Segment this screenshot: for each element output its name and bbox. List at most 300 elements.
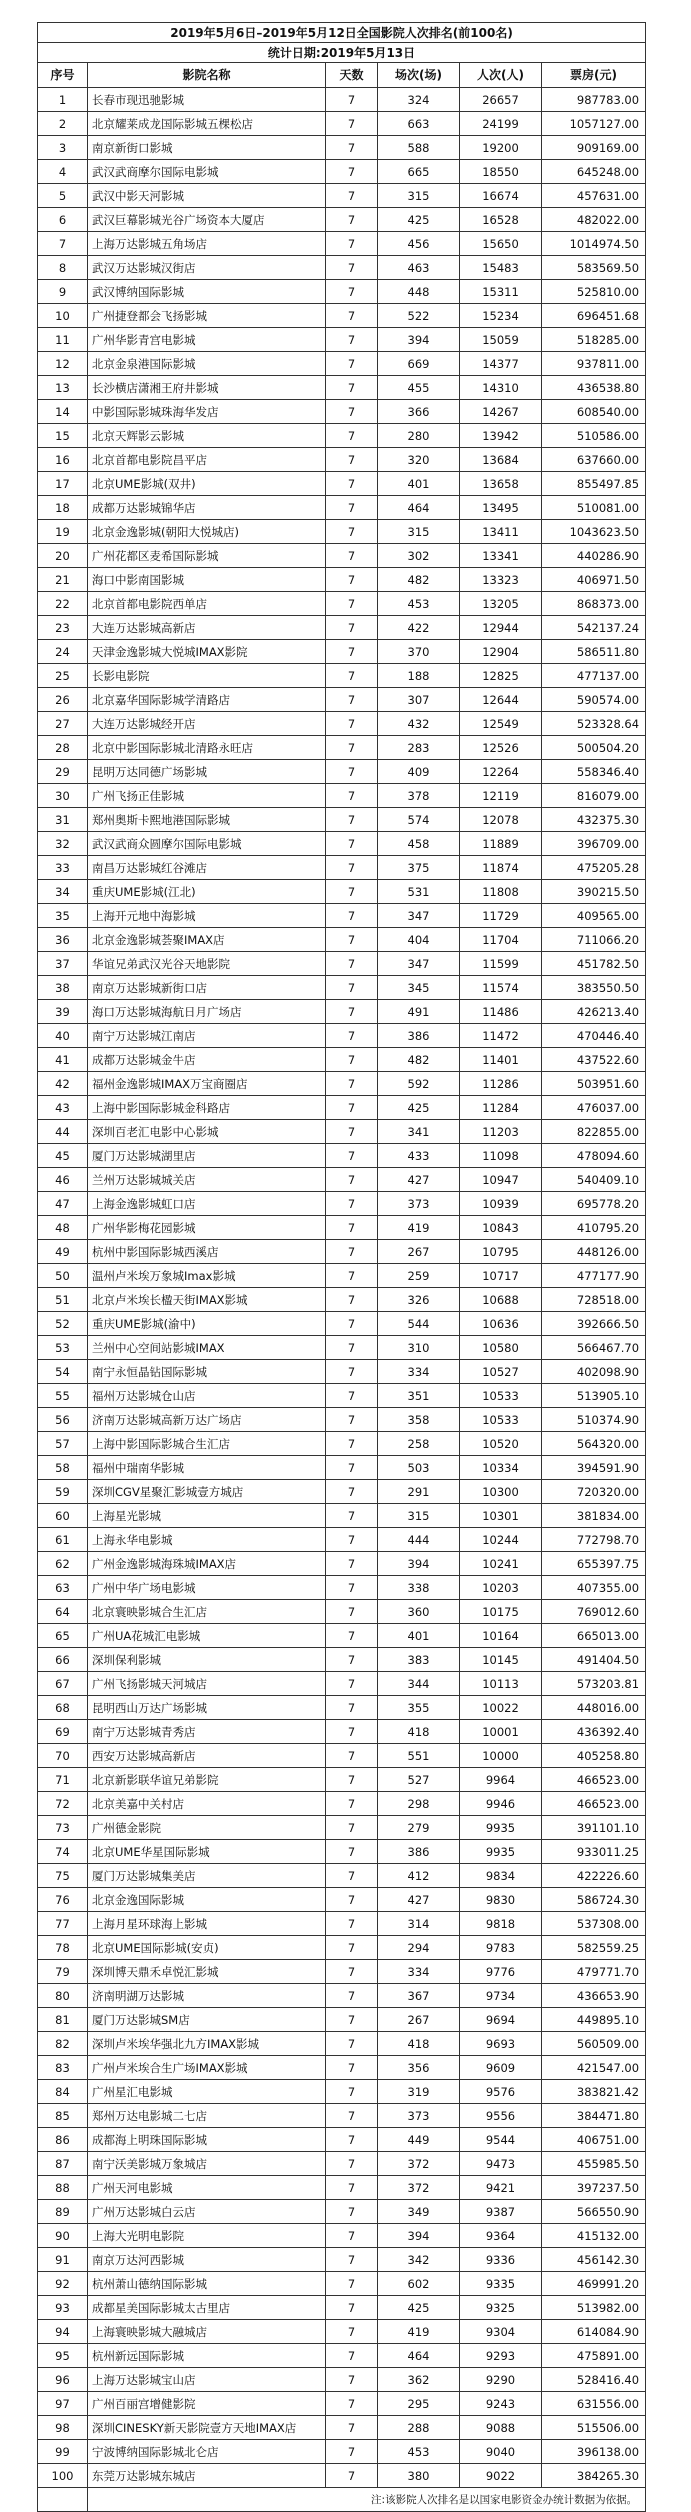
cell-box-office: 816079.00 [542, 784, 646, 808]
cell-box-office: 456142.30 [542, 2248, 646, 2272]
cell-admissions: 13942 [460, 424, 542, 448]
cell-shows: 455 [378, 376, 460, 400]
cell-cinema-name: 广州百丽宫增健影院 [88, 2392, 326, 2416]
cell-admissions: 13684 [460, 448, 542, 472]
table-row [38, 1552, 646, 1576]
cell-admissions: 11704 [460, 928, 542, 952]
cell-cinema-name: 厦门万达影城湖里店 [88, 1144, 326, 1168]
cell-rank: 43 [38, 1096, 88, 1120]
cell-shows: 370 [378, 640, 460, 664]
cell-cinema-name: 北京耀莱成龙国际影城五棵松店 [88, 112, 326, 136]
table-row [38, 904, 646, 928]
table-row [38, 496, 646, 520]
cell-cinema-name: 成都万达影城金牛店 [88, 1048, 326, 1072]
cell-rank: 95 [38, 2344, 88, 2368]
note-row [38, 2488, 646, 2512]
cell-shows: 458 [378, 832, 460, 856]
cell-box-office: 573203.81 [542, 1672, 646, 1696]
cell-rank: 56 [38, 1408, 88, 1432]
cell-admissions: 9336 [460, 2248, 542, 2272]
cell-cinema-name: 北京UME华星国际影城 [88, 1840, 326, 1864]
cell-admissions: 11808 [460, 880, 542, 904]
table-row [38, 1984, 646, 2008]
cell-shows: 503 [378, 1456, 460, 1480]
cell-rank: 12 [38, 352, 88, 376]
cell-shows: 588 [378, 136, 460, 160]
table-row [38, 880, 646, 904]
table-row [38, 184, 646, 208]
cell-admissions: 13323 [460, 568, 542, 592]
cell-rank: 85 [38, 2104, 88, 2128]
cell-cinema-name: 郑州万达电影城二七店 [88, 2104, 326, 2128]
cell-cinema-name: 上海万达影城五角场店 [88, 232, 326, 256]
table-row [38, 664, 646, 688]
cell-box-office: 542137.24 [542, 616, 646, 640]
cell-box-office: 608540.00 [542, 400, 646, 424]
cell-rank: 5 [38, 184, 88, 208]
cell-admissions: 9335 [460, 2272, 542, 2296]
cell-rank: 1 [38, 88, 88, 112]
cell-days: 7 [326, 952, 378, 976]
cell-rank: 40 [38, 1024, 88, 1048]
cell-box-office: 515506.00 [542, 2416, 646, 2440]
cell-admissions: 9818 [460, 1912, 542, 1936]
cell-admissions: 9964 [460, 1768, 542, 1792]
cell-rank: 66 [38, 1648, 88, 1672]
cell-days: 7 [326, 1528, 378, 1552]
cell-cinema-name: 武汉中影天河影城 [88, 184, 326, 208]
cell-days: 7 [326, 2416, 378, 2440]
title-row [38, 23, 646, 43]
cell-days: 7 [326, 1096, 378, 1120]
cell-box-office: 466523.00 [542, 1768, 646, 1792]
cell-days: 7 [326, 1360, 378, 1384]
cell-cinema-name: 大连万达影城高新店 [88, 616, 326, 640]
cell-box-office: 477137.00 [542, 664, 646, 688]
cell-rank: 55 [38, 1384, 88, 1408]
cell-box-office: 909169.00 [542, 136, 646, 160]
cell-admissions: 10795 [460, 1240, 542, 1264]
cell-admissions: 13205 [460, 592, 542, 616]
cell-box-office: 583569.50 [542, 256, 646, 280]
cell-shows: 401 [378, 472, 460, 496]
cell-rank: 84 [38, 2080, 88, 2104]
cell-shows: 375 [378, 856, 460, 880]
cell-cinema-name: 济南万达影城高新万达广场店 [88, 1408, 326, 1432]
cell-days: 7 [326, 1312, 378, 1336]
cell-admissions: 10001 [460, 1720, 542, 1744]
cell-cinema-name: 上海万达影城宝山店 [88, 2368, 326, 2392]
cell-shows: 307 [378, 688, 460, 712]
cell-shows: 669 [378, 352, 460, 376]
cell-cinema-name: 长影电影院 [88, 664, 326, 688]
table-row [38, 352, 646, 376]
cell-days: 7 [326, 400, 378, 424]
cell-cinema-name: 北京金逸影城荟聚IMAX店 [88, 928, 326, 952]
cell-rank: 41 [38, 1048, 88, 1072]
cell-box-office: 500504.20 [542, 736, 646, 760]
cell-days: 7 [326, 1024, 378, 1048]
cell-cinema-name: 北京天辉影云影城 [88, 424, 326, 448]
footnote: 注:该影院人次排名是以国家电影资金办统计数据为依据。 [88, 2488, 646, 2512]
table-row [38, 1960, 646, 1984]
cell-shows: 482 [378, 568, 460, 592]
cell-cinema-name: 厦门万达影城集美店 [88, 1864, 326, 1888]
cell-admissions: 14310 [460, 376, 542, 400]
cell-box-office: 384471.80 [542, 2104, 646, 2128]
cell-admissions: 11599 [460, 952, 542, 976]
cell-box-office: 645248.00 [542, 160, 646, 184]
cell-shows: 310 [378, 1336, 460, 1360]
cell-rank: 87 [38, 2152, 88, 2176]
cell-cinema-name: 上海中影国际影城金科路店 [88, 1096, 326, 1120]
cell-rank: 39 [38, 1000, 88, 1024]
cell-shows: 394 [378, 328, 460, 352]
cell-admissions: 16528 [460, 208, 542, 232]
cell-box-office: 586724.30 [542, 1888, 646, 1912]
cell-cinema-name: 北京嘉华国际影城学清路店 [88, 688, 326, 712]
cell-days: 7 [326, 1912, 378, 1936]
cell-admissions: 12644 [460, 688, 542, 712]
cell-cinema-name: 深圳保利影城 [88, 1648, 326, 1672]
cell-rank: 27 [38, 712, 88, 736]
cell-admissions: 9290 [460, 2368, 542, 2392]
cell-shows: 367 [378, 1984, 460, 2008]
cell-admissions: 24199 [460, 112, 542, 136]
cell-shows: 422 [378, 616, 460, 640]
cell-days: 7 [326, 88, 378, 112]
cell-rank: 18 [38, 496, 88, 520]
cell-shows: 491 [378, 1000, 460, 1024]
cell-cinema-name: 福州中瑞南华影城 [88, 1456, 326, 1480]
cell-rank: 98 [38, 2416, 88, 2440]
cell-cinema-name: 北京首都电影院昌平店 [88, 448, 326, 472]
table-row [38, 1288, 646, 1312]
cell-box-office: 455985.50 [542, 2152, 646, 2176]
cell-admissions: 9783 [460, 1936, 542, 1960]
cell-admissions: 10000 [460, 1744, 542, 1768]
cell-shows: 404 [378, 928, 460, 952]
cell-rank: 34 [38, 880, 88, 904]
cell-days: 7 [326, 1696, 378, 1720]
cell-cinema-name: 广州天河电影城 [88, 2176, 326, 2200]
table-row [38, 1168, 646, 1192]
table-row [38, 616, 646, 640]
table-row [38, 688, 646, 712]
cell-box-office: 1043623.50 [542, 520, 646, 544]
cell-cinema-name: 北京UME影城(双井) [88, 472, 326, 496]
cell-cinema-name: 中影国际影城珠海华发店 [88, 400, 326, 424]
table-subtitle: 统计日期:2019年5月13日 [38, 43, 646, 63]
cell-cinema-name: 武汉万达影城汉街店 [88, 256, 326, 280]
cell-rank: 64 [38, 1600, 88, 1624]
cell-box-office: 384265.30 [542, 2464, 646, 2488]
cell-rank: 25 [38, 664, 88, 688]
cell-admissions: 12825 [460, 664, 542, 688]
cell-days: 7 [326, 1120, 378, 1144]
cell-box-office: 475891.00 [542, 2344, 646, 2368]
cell-admissions: 10164 [460, 1624, 542, 1648]
cell-days: 7 [326, 592, 378, 616]
cell-cinema-name: 武汉巨幕影城光谷广场资本大厦店 [88, 208, 326, 232]
table-row [38, 1840, 646, 1864]
cell-admissions: 11203 [460, 1120, 542, 1144]
table-row [38, 976, 646, 1000]
cell-days: 7 [326, 1216, 378, 1240]
cell-rank: 31 [38, 808, 88, 832]
cell-cinema-name: 北京新影联华谊兄弟影院 [88, 1768, 326, 1792]
cell-rank: 91 [38, 2248, 88, 2272]
cell-days: 7 [326, 1936, 378, 1960]
cell-box-office: 695778.20 [542, 1192, 646, 1216]
cell-rank: 58 [38, 1456, 88, 1480]
cell-rank: 63 [38, 1576, 88, 1600]
cell-days: 7 [326, 232, 378, 256]
cell-cinema-name: 广州华影梅花园影城 [88, 1216, 326, 1240]
cell-shows: 418 [378, 2032, 460, 2056]
cell-shows: 283 [378, 736, 460, 760]
cell-admissions: 9609 [460, 2056, 542, 2080]
cell-rank: 76 [38, 1888, 88, 1912]
cell-days: 7 [326, 1456, 378, 1480]
cell-admissions: 9293 [460, 2344, 542, 2368]
table-row [38, 136, 646, 160]
cell-cinema-name: 北京首都电影院西单店 [88, 592, 326, 616]
cell-cinema-name: 厦门万达影城SM店 [88, 2008, 326, 2032]
cell-admissions: 9364 [460, 2224, 542, 2248]
cell-shows: 427 [378, 1888, 460, 1912]
cell-days: 7 [326, 2320, 378, 2344]
cell-days: 7 [326, 664, 378, 688]
cell-box-office: 503951.60 [542, 1072, 646, 1096]
cell-shows: 314 [378, 1912, 460, 1936]
cell-days: 7 [326, 808, 378, 832]
cell-box-office: 537308.00 [542, 1912, 646, 1936]
cell-admissions: 10113 [460, 1672, 542, 1696]
cell-box-office: 457631.00 [542, 184, 646, 208]
cell-shows: 362 [378, 2368, 460, 2392]
table-row [38, 1312, 646, 1336]
cell-admissions: 14267 [460, 400, 542, 424]
cell-box-office: 528416.40 [542, 2368, 646, 2392]
cell-days: 7 [326, 568, 378, 592]
cell-cinema-name: 武汉武商众圆摩尔国际电影城 [88, 832, 326, 856]
cell-box-office: 381834.00 [542, 1504, 646, 1528]
table-row [38, 1744, 646, 1768]
table-row [38, 232, 646, 256]
cell-box-office: 440286.90 [542, 544, 646, 568]
cell-rank: 36 [38, 928, 88, 952]
cell-box-office: 558346.40 [542, 760, 646, 784]
cell-shows: 267 [378, 1240, 460, 1264]
cell-days: 7 [326, 1624, 378, 1648]
cell-rank: 4 [38, 160, 88, 184]
cell-cinema-name: 南昌万达影城红谷滩店 [88, 856, 326, 880]
cell-admissions: 9556 [460, 2104, 542, 2128]
cell-days: 7 [326, 1072, 378, 1096]
cell-shows: 401 [378, 1624, 460, 1648]
cell-days: 7 [326, 2392, 378, 2416]
cell-days: 7 [326, 1720, 378, 1744]
cell-shows: 334 [378, 1960, 460, 1984]
cell-rank: 47 [38, 1192, 88, 1216]
table-row [38, 760, 646, 784]
cell-shows: 574 [378, 808, 460, 832]
cell-shows: 592 [378, 1072, 460, 1096]
cell-rank: 3 [38, 136, 88, 160]
cell-admissions: 15483 [460, 256, 542, 280]
cell-cinema-name: 西安万达影城高新店 [88, 1744, 326, 1768]
cell-box-office: 383550.50 [542, 976, 646, 1000]
cell-box-office: 422226.60 [542, 1864, 646, 1888]
cell-shows: 349 [378, 2200, 460, 2224]
table-row [38, 112, 646, 136]
cell-rank: 10 [38, 304, 88, 328]
cell-shows: 315 [378, 1504, 460, 1528]
cell-cinema-name: 东莞万达影城东城店 [88, 2464, 326, 2488]
cell-days: 7 [326, 736, 378, 760]
cell-rank: 71 [38, 1768, 88, 1792]
cell-days: 7 [326, 856, 378, 880]
cell-shows: 448 [378, 280, 460, 304]
cell-cinema-name: 上海大光明电影院 [88, 2224, 326, 2248]
cell-rank: 83 [38, 2056, 88, 2080]
cell-cinema-name: 成都海上明珠国际影城 [88, 2128, 326, 2152]
cell-admissions: 11874 [460, 856, 542, 880]
cell-rank: 49 [38, 1240, 88, 1264]
table-row [38, 1648, 646, 1672]
cell-admissions: 12119 [460, 784, 542, 808]
cell-days: 7 [326, 1000, 378, 1024]
cell-rank: 8 [38, 256, 88, 280]
table-row [38, 376, 646, 400]
cell-days: 7 [326, 1168, 378, 1192]
cell-cinema-name: 北京金逸国际影城 [88, 1888, 326, 1912]
cell-admissions: 10520 [460, 1432, 542, 1456]
cell-shows: 291 [378, 1480, 460, 1504]
cell-box-office: 476037.00 [542, 1096, 646, 1120]
cell-box-office: 769012.60 [542, 1600, 646, 1624]
cell-admissions: 12944 [460, 616, 542, 640]
cell-rank: 79 [38, 1960, 88, 1984]
cell-box-office: 406971.50 [542, 568, 646, 592]
cell-box-office: 432375.30 [542, 808, 646, 832]
cell-days: 7 [326, 2032, 378, 2056]
cell-days: 7 [326, 1984, 378, 2008]
cell-days: 7 [326, 1768, 378, 1792]
cell-days: 7 [326, 520, 378, 544]
cell-cinema-name: 广州德金影院 [88, 1816, 326, 1840]
cell-admissions: 9935 [460, 1840, 542, 1864]
cell-box-office: 1057127.00 [542, 112, 646, 136]
ranking-sheet [37, 22, 645, 2512]
cell-days: 7 [326, 712, 378, 736]
table-row [38, 2344, 646, 2368]
cell-shows: 380 [378, 2464, 460, 2488]
cell-box-office: 475205.28 [542, 856, 646, 880]
table-row [38, 2176, 646, 2200]
cell-rank: 46 [38, 1168, 88, 1192]
cell-shows: 341 [378, 1120, 460, 1144]
cell-shows: 372 [378, 2152, 460, 2176]
cell-box-office: 479771.70 [542, 1960, 646, 1984]
cell-cinema-name: 广州中华广场电影城 [88, 1576, 326, 1600]
cell-rank: 88 [38, 2176, 88, 2200]
cell-shows: 315 [378, 520, 460, 544]
cell-admissions: 9088 [460, 2416, 542, 2440]
cell-rank: 11 [38, 328, 88, 352]
cell-days: 7 [326, 1552, 378, 1576]
cell-rank: 16 [38, 448, 88, 472]
cell-days: 7 [326, 1744, 378, 1768]
cell-days: 7 [326, 2248, 378, 2272]
cell-shows: 358 [378, 1408, 460, 1432]
cell-cinema-name: 北京中影国际影城北清路永旺店 [88, 736, 326, 760]
cell-rank: 59 [38, 1480, 88, 1504]
cell-cinema-name: 兰州万达影城城关店 [88, 1168, 326, 1192]
cell-rank: 30 [38, 784, 88, 808]
table-row [38, 2368, 646, 2392]
table-row [38, 568, 646, 592]
cell-shows: 347 [378, 952, 460, 976]
cell-admissions: 15311 [460, 280, 542, 304]
cell-box-office: 720320.00 [542, 1480, 646, 1504]
cell-box-office: 402098.90 [542, 1360, 646, 1384]
cell-shows: 373 [378, 2104, 460, 2128]
table-row [38, 952, 646, 976]
cell-box-office: 655397.75 [542, 1552, 646, 1576]
cell-shows: 433 [378, 1144, 460, 1168]
cell-admissions: 15059 [460, 328, 542, 352]
cell-box-office: 448016.00 [542, 1696, 646, 1720]
cell-days: 7 [326, 832, 378, 856]
cell-days: 7 [326, 1048, 378, 1072]
cell-cinema-name: 武汉武商摩尔国际电影城 [88, 160, 326, 184]
table-row [38, 304, 646, 328]
table-row [38, 1528, 646, 1552]
cell-cinema-name: 深圳卢米埃华强北九方IMAX影城 [88, 2032, 326, 2056]
table-row [38, 1864, 646, 1888]
cell-shows: 338 [378, 1576, 460, 1600]
cell-shows: 425 [378, 1096, 460, 1120]
cell-days: 7 [326, 1504, 378, 1528]
cell-admissions: 10636 [460, 1312, 542, 1336]
cell-rank: 80 [38, 1984, 88, 2008]
table-row [38, 1264, 646, 1288]
table-row [38, 1408, 646, 1432]
cell-cinema-name: 成都星美国际影城太古里店 [88, 2296, 326, 2320]
cell-days: 7 [326, 160, 378, 184]
col-header-shows: 场次(场) [378, 63, 460, 88]
cell-shows: 279 [378, 1816, 460, 1840]
cell-shows: 432 [378, 712, 460, 736]
cell-rank: 92 [38, 2272, 88, 2296]
table-row [38, 1120, 646, 1144]
cell-rank: 57 [38, 1432, 88, 1456]
cell-admissions: 16674 [460, 184, 542, 208]
cell-days: 7 [326, 304, 378, 328]
cell-rank: 75 [38, 1864, 88, 1888]
cell-box-office: 513982.00 [542, 2296, 646, 2320]
cell-box-office: 478094.60 [542, 1144, 646, 1168]
cell-shows: 345 [378, 976, 460, 1000]
cell-box-office: 937811.00 [542, 352, 646, 376]
cell-cinema-name: 广州卢米埃合生广场IMAX影城 [88, 2056, 326, 2080]
table-row [38, 1792, 646, 1816]
cell-admissions: 12078 [460, 808, 542, 832]
cell-days: 7 [326, 1240, 378, 1264]
cell-shows: 386 [378, 1840, 460, 1864]
